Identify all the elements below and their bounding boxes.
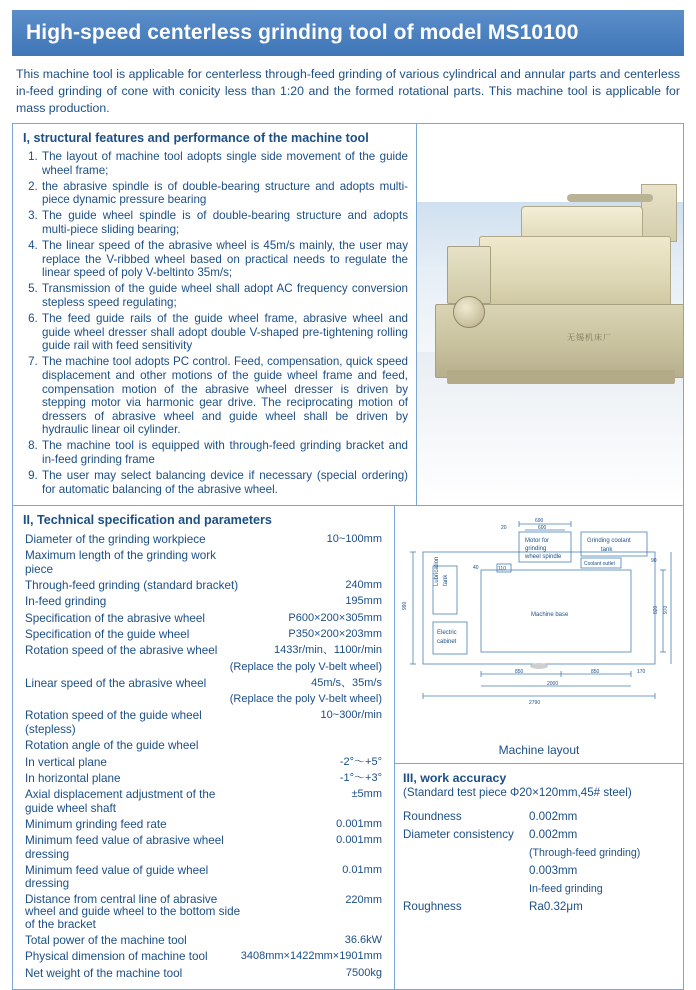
features-heading: I, structural features and performance of the machine tool (23, 131, 369, 145)
layout-caption: Machine layout (498, 742, 580, 757)
table-row (21, 610, 386, 626)
spec-key: Specification of the abrasive wheel (25, 611, 205, 625)
dim-bottom-850-2: 850 (591, 668, 600, 675)
table-row (21, 754, 386, 770)
table-row (403, 862, 675, 880)
spec-value: 220mm (345, 893, 382, 906)
content-frame (12, 123, 684, 990)
spec-value (241, 548, 386, 578)
accuracy-value: 0.002mm (529, 827, 578, 841)
table-row (21, 659, 386, 675)
table-row (21, 816, 386, 832)
spec-value (241, 738, 386, 754)
spec-value: P600×200×305mm (288, 611, 382, 624)
dim-top-20: 20 (501, 524, 507, 531)
spec-value: 10~300r/min (320, 709, 382, 722)
accuracy-subtitle: (Standard test piece Φ20×120mm,45# steel) (403, 785, 632, 799)
list-item: 9. The user may select balancing device if necessary (special ordering) for automatic balancing of the abrasive wheel. (41, 469, 408, 496)
table-row (21, 770, 386, 786)
machine-plinth (447, 370, 675, 384)
spec-key: Minimum grinding feed rate (25, 817, 167, 831)
table-row (21, 708, 386, 738)
table-row (21, 578, 386, 594)
table-row (21, 627, 386, 643)
label-electric-cabinet: Electric (437, 629, 457, 636)
spec-key: Specification of the guide wheel (25, 628, 190, 642)
table-row (21, 833, 386, 863)
accuracy-section (395, 764, 683, 990)
machine-handwheel (453, 296, 485, 328)
spec-key: Rotation speed of the abrasive wheel (25, 644, 218, 658)
table-row (21, 676, 386, 692)
table-row (21, 594, 386, 610)
machine-nameplate: 无锡机床厂 (567, 333, 612, 342)
list-item: 2. the abrasive spindle is of double-bearing structure and adopts multi-piece dynamic pressure bearing (41, 180, 408, 207)
accuracy-key (403, 862, 521, 880)
table-row (403, 844, 675, 862)
accuracy-value: Ra0.32μm (529, 899, 583, 913)
list-item: 6. The feed guide rails of the guide wheel frame, abrasive wheel and guide wheel dresser shall adopt double V-shaped pre-tightening rolling guide rail with feed sensitivity (41, 312, 408, 353)
list-item: 1. The layout of machine tool adopts single side movement of the guide wheel frame; (41, 150, 408, 177)
spec-value: 36.6kW (344, 933, 382, 946)
dim-bottom-2790: 2790 (529, 699, 541, 706)
label-motor-2: grinding (525, 545, 547, 552)
spec-value: -2°～+5° (339, 755, 382, 768)
table-row (21, 933, 386, 949)
spec-value: 7500kg (345, 966, 382, 979)
table-row (403, 808, 675, 826)
spec-value: ±5mm (351, 788, 382, 801)
table-row (21, 863, 386, 893)
dim-bottom-2000: 2000 (547, 680, 559, 687)
layout-shadow (530, 663, 548, 669)
dim-bottom-170: 170 (637, 668, 646, 675)
list-item: 8. The machine tool is equipped with through-feed grinding bracket and in-feed grinding frame (41, 439, 408, 466)
spec-key: Minimum feed value of abrasive wheel dressing (25, 834, 224, 861)
spec-value: 0.001mm (336, 817, 382, 830)
features-list (21, 150, 408, 496)
spec-key: Physical dimension of machine tool (25, 950, 208, 964)
machine-layout-section (395, 506, 683, 764)
machine-photo-image (417, 124, 683, 505)
dim-right-970: 970 (663, 605, 669, 614)
table-row (21, 965, 386, 981)
spec-value: 0.001mm (336, 834, 382, 847)
spec-value: 0.01mm (342, 863, 382, 876)
label-machine-base: Machine base (531, 611, 569, 618)
list-item: 5. Transmission of the guide wheel shall adopt AC frequency conversion stepless speed regulating; (41, 282, 408, 309)
label-electric-cabinet-2: cabinet (437, 638, 457, 645)
table-row (21, 532, 386, 548)
spec-value: 1433r/min、1100r/min (273, 644, 382, 657)
label-lubrication-tank: Lubrication (434, 556, 440, 586)
machine-column (641, 184, 677, 242)
spec-value: 240mm (345, 579, 382, 592)
accuracy-value: 0.003mm (529, 863, 578, 877)
spec-value: 10~100mm (326, 533, 382, 546)
table-row (403, 880, 675, 898)
page-title: High-speed centerless grinding tool of model MS10100 (26, 21, 579, 44)
spec-value: 45m/s、35m/s (311, 676, 382, 689)
machine-layout-drawing (401, 514, 677, 714)
dim-left-40: 40 (473, 564, 479, 571)
right-bottom-column (395, 506, 683, 990)
list-item: 7. The machine tool adopts PC control. Feed, compensation, quick speed displacement and other motions of the guide wheel frame and feed, compensation motion of the abrasive wheel dresser is driven by stepping motor via harmonic gear drive. The reciprocating motion of dressers of abrasive wheel and guide wheel shall be driven by hydraulic linear oil cylinder. (41, 355, 408, 437)
accuracy-key: Diameter consistency (403, 827, 514, 841)
accuracy-heading: III, work accuracy (403, 770, 507, 785)
spec-note: (Replace the poly V-belt wheel) (229, 693, 382, 706)
table-row (403, 898, 675, 916)
dim-inner-110: 110 (498, 565, 506, 572)
dim-right-820: 820 (653, 605, 659, 614)
spec-key: Total power of the machine tool (25, 933, 187, 947)
spec-key: Maximum length of the grinding work piece (25, 549, 216, 576)
spec-key: Rotation angle of the guide wheel (25, 739, 199, 753)
table-row (21, 643, 386, 659)
specs-heading: II, Technical specification and parameters (23, 512, 272, 527)
spec-value: P350×200×203mm (288, 628, 382, 641)
intro-paragraph: This machine tool is applicable for centerless through-feed grinding of various cylindrical and annular parts and centerless in-feed grinding of cone with conicity less than 1:20 and the formed rotational parts. This machine tool is applicable for mass production. (16, 67, 680, 115)
label-lubrication-tank-2: tank (443, 574, 449, 586)
spec-value: 3408mm×1422mm×1901mm (240, 950, 382, 963)
spec-key: Axial displacement adjustment of the guide wheel shaft (25, 788, 216, 815)
label-motor-1: Motor for (525, 537, 550, 544)
table-row (21, 548, 386, 578)
dim-bottom-850-1: 850 (515, 668, 524, 675)
accuracy-note: (Through-feed grinding) (529, 846, 641, 859)
spec-key: Rotation speed of the guide wheel (stepless) (25, 709, 202, 736)
specs-table (21, 532, 386, 982)
list-item: 4. The linear speed of the abrasive wheel is 45m/s mainly, the user may replace the V-ribbed wheel based on practical needs to regulate the linear speed of poly V-beltinto 35m/s; (41, 239, 408, 280)
label-coolant-tank-1: Grinding coolant (587, 537, 631, 544)
spec-key: Diameter of the grinding workpiece (25, 533, 206, 547)
spec-key: In-feed grinding (25, 595, 107, 609)
accuracy-key: Roughness (403, 899, 462, 913)
machine-tube (567, 194, 653, 202)
spec-key: In horizontal plane (25, 771, 121, 785)
spec-key: Distance from central line of abrasive wheel and guide wheel to the bottom side of the bracket (25, 892, 241, 931)
table-row (21, 949, 386, 965)
dim-left-990: 990 (402, 601, 408, 610)
spec-value: 195mm (345, 595, 382, 608)
table-row (21, 738, 386, 754)
page-title-bar (12, 10, 684, 56)
table-row (21, 787, 386, 817)
machine-body (479, 236, 671, 312)
spec-key: Minimum feed value of guide wheel dressing (25, 863, 209, 891)
dim-top-690: 690 (535, 517, 544, 524)
list-item: 3. The guide wheel spindle is of double-bearing structure and adopts multi-piece sliding bearing; (41, 209, 408, 236)
table-row (21, 892, 386, 932)
dim-right-90: 90 (651, 557, 657, 564)
spec-value: -1°～+3° (339, 771, 382, 784)
table-row (21, 692, 386, 708)
label-motor-3: wheel spindle (525, 553, 562, 560)
features-section (13, 124, 417, 505)
spec-key: In vertical plane (25, 755, 107, 769)
accuracy-note: In-feed grinding (529, 882, 603, 895)
bottom-row (13, 506, 683, 990)
spec-key: Net weight of the machine tool (25, 966, 183, 980)
top-row (13, 124, 683, 506)
spec-key: Through-feed grinding (standard bracket) (25, 579, 239, 593)
machine-photo (417, 124, 683, 505)
specs-section (13, 506, 395, 990)
layout-svg (401, 514, 677, 714)
dim-top-600: 600 (538, 524, 547, 531)
label-coolant-tank-2: tank (601, 546, 613, 553)
spec-note: (Replace the poly V-belt wheel) (229, 660, 382, 673)
spec-key: Linear speed of the abrasive wheel (25, 676, 207, 690)
label-coolant-outlet: Coolant outlet (584, 560, 615, 567)
accuracy-value: 0.002mm (529, 809, 578, 823)
accuracy-table (403, 808, 675, 916)
table-row (403, 826, 675, 844)
accuracy-key: Roundness (403, 809, 462, 823)
